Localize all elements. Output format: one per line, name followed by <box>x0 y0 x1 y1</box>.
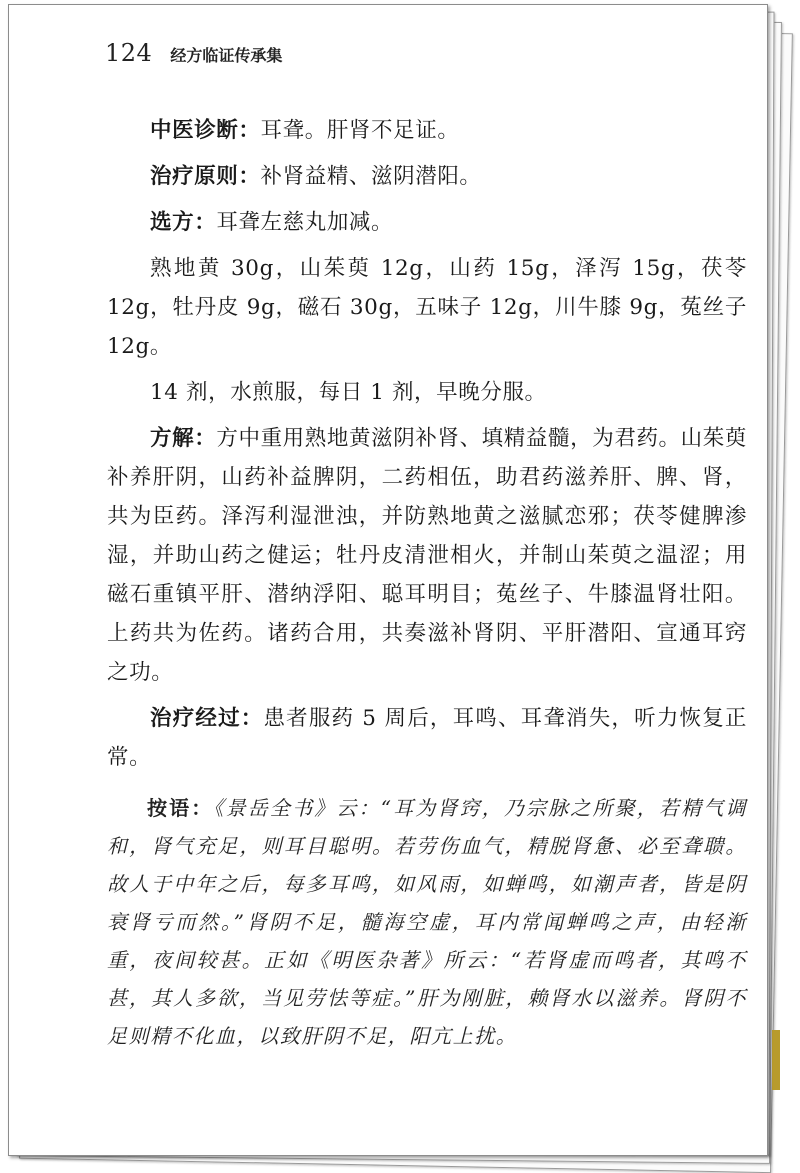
commentary-label: 按语： <box>147 796 214 820</box>
ingredients-paragraph: 熟地黄 30g，山茱萸 12g，山药 15g，泽泻 15g，茯苓 12g，牡丹皮 9g，磁石 30g，五味子 12g，川牛膝 9g，菟丝子 12g。 <box>107 256 747 359</box>
diagnosis-label: 中医诊断： <box>150 118 261 143</box>
page-header <box>105 39 282 69</box>
page-body <box>107 111 747 1055</box>
page-cut-fade <box>9 1133 767 1155</box>
principle-text: 补肾益精、滋阴潜阳。 <box>260 164 482 189</box>
course-label: 治疗经过： <box>150 706 264 731</box>
prescription-text: 耳聋左慈丸加减。 <box>216 210 394 235</box>
dosage-paragraph: 14 剂，水煎服，每日 1 剂，早晚分服。 <box>150 380 547 405</box>
commentary-paragraph <box>107 789 747 1055</box>
running-title: 经方临证传承集 <box>170 46 283 65</box>
prescription-label: 选方： <box>150 210 217 235</box>
commentary-text: 《景岳全书》云：“耳为肾窍，乃宗脉之所聚，若精气调和，肾气充足，则耳目聪明。若劳伤血气，精脱肾惫、必至聋聩。故人于中年之后，每多耳鸣，如风雨，如蝉鸣，如潮声者，皆是阴衰肾亏而然。”肾阴不足，髓海空虚，耳内常闻蝉鸣之声，由轻渐重，夜间较甚。正如《明医杂著》所云：“若肾虚而鸣者，其鸣不甚，其人多欲，当见劳怯等症。”肝为刚脏，赖肾水以滋养。肾阴不足则精不化血，以致肝阴不足，阳亢上扰。 <box>107 796 747 1048</box>
explanation-label: 方解： <box>150 426 217 451</box>
explanation-text: 方中重用熟地黄滋阴补肾、填精益髓，为君药。山茱萸补养肝阴，山药补益脾阴，二药相伍，助君药滋养肝、脾、肾，共为臣药。泽泻利湿泄浊，并防熟地黄之滋腻恋邪；茯苓健脾渗湿，并助山药之健运；牡丹皮清泄相火，并制山茱萸之温涩；用磁石重镇平肝、潜纳浮阳、聪耳明目；菟丝子、牛膝温肾壮阳。上药共为佐药。诸药合用，共奏滋补肾阴、平肝潜阳、宣通耳窍之功。 <box>107 426 747 685</box>
explanation-paragraph <box>107 419 747 692</box>
principle-paragraph <box>107 157 747 196</box>
page-number: 124 <box>105 39 153 67</box>
course-text: 患者服药 5 周后，耳鸣、耳聋消失，听力恢复正常。 <box>107 706 747 770</box>
prescription-paragraph <box>107 203 747 242</box>
book-edge-mark <box>772 1030 780 1090</box>
diagnosis-paragraph <box>107 111 747 150</box>
course-paragraph <box>107 699 747 777</box>
book-page <box>8 4 768 1156</box>
diagnosis-text: 耳聋。肝肾不足证。 <box>260 118 460 143</box>
principle-label: 治疗原则： <box>150 164 261 189</box>
